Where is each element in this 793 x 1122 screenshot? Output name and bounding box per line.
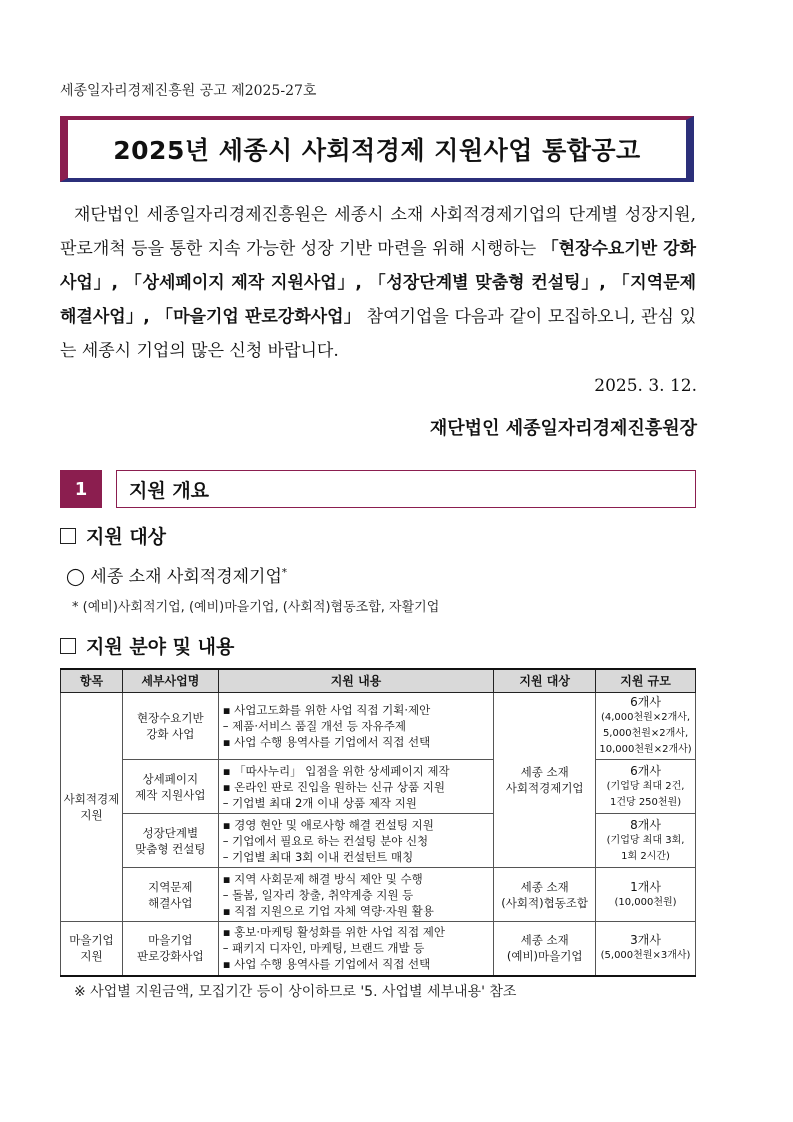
target-note: * (예비)사회적기업, (예비)마을기업, (사회적)협동조합, 자활기업 [72, 600, 440, 615]
scale-cell: 6개사 (기업당 최대 2건, 1건당 250천원) [596, 760, 696, 814]
page-title: 2025년 세종시 사회적경제 지원사업 통합공고 [113, 136, 641, 165]
scale-cell: 6개사 (4,000천원×2개사, 5,000천원×2개사, 10,000천원×2개사) [596, 693, 696, 760]
table-row [61, 693, 696, 760]
intro-text-2: 참여기업을 다음과 같이 모집하오니, 관심 있는 세종시 기업의 많은 신청 바랍니다. [60, 307, 696, 361]
table-row [61, 814, 696, 868]
table-row [61, 760, 696, 814]
footnote: ※ 사업별 지원금액, 모집기간 등이 상이하므로 '5. 사업별 세부내용' 참조 [74, 984, 517, 1000]
fields-heading: 지원 분야 및 내용 [60, 632, 234, 659]
support-table [60, 668, 696, 977]
title-banner [60, 116, 694, 182]
scale-cell: 8개사 (기업당 최대 3회, 1회 2시간) [596, 814, 696, 868]
content-cell: ▪ 지역 사회문제 해결 방식 제안 및 수행 – 돌봄, 일자리 창출, 취약계층 지원 등 ▪ 직접 지원으로 기업 자체 역량·자원 활용 [218, 868, 494, 922]
intro-programs: 「현장수요기반 강화 사업」, 「상세페이지 제작 지원사업」, 「성장단계별 맞춤형 컨설팅」, 「지역문제 해결사업」, 「마을기업 판로강화사업」 [60, 239, 697, 327]
category-cell: 마을기업 지원 [61, 922, 123, 976]
header-category: 항목 [61, 669, 123, 693]
notice-number: 세종일자리경제진흥원 공고 제2025-27호 [60, 83, 317, 99]
content-cell: ▪ 사업고도화를 위한 사업 직접 기획·제안 – 제품·서비스 품질 개선 등 자유주제 ▪ 사업 수행 용역사를 기업에서 직접 선택 [218, 693, 494, 760]
target-line: ◯ 세종 소재 사회적경제기업* [66, 567, 287, 587]
header-content: 지원 내용 [218, 669, 494, 693]
content-cell: ▪ 「따사누리」 입점을 위한 상세페이지 제작 ▪ 온라인 판로 진입을 원하는 신규 상품 지원 – 기업별 최대 2개 이내 상품 제작 지원 [218, 760, 494, 814]
target-asterisk: * [281, 567, 287, 579]
table-row [61, 868, 696, 922]
scale-cell: 3개사 (5,000천원×3개사) [596, 922, 696, 976]
intro-paragraph [60, 198, 696, 368]
header-target: 지원 대상 [494, 669, 596, 693]
target-cell: 세종 소재 (사회적)협동조합 [494, 868, 596, 922]
category-cell: 사회적경제 지원 [61, 693, 123, 922]
notice-date: 2025. 3. 12. [594, 376, 697, 396]
checkbox-square-icon [60, 638, 76, 654]
intro-text-1: 재단법인 세종일자리경제진흥원은 세종시 소재 사회적경제기업의 단계별 성장지원, 판로개척 등을 통한 지속 가능한 성장 기반 마련을 위해 시행하는 [60, 205, 696, 259]
section-header [60, 470, 696, 508]
program-cell: 지역문제 해결사업 [122, 868, 218, 922]
program-cell: 성장단계별 맞춤형 컨설팅 [122, 814, 218, 868]
section-number: 1 [60, 470, 102, 508]
section-title: 지원 개요 [116, 470, 696, 508]
target-cell: 세종 소재 사회적경제기업 [494, 693, 596, 868]
program-cell: 마을기업 판로강화사업 [122, 922, 218, 976]
content-cell: ▪ 홍보·마케팅 활성화를 위한 사업 직접 제안 – 패키지 디자인, 마케팅, 브랜드 개발 등 ▪ 사업 수행 용역사를 기업에서 직접 선택 [218, 922, 494, 976]
table-header-row [61, 669, 696, 693]
target-heading: 지원 대상 [60, 522, 166, 549]
content-cell: ▪ 경영 현안 및 애로사항 해결 컨설팅 지원 – 기업에서 필요로 하는 컨설팅 분야 신청 – 기업별 최대 3회 이내 컨설턴트 매칭 [218, 814, 494, 868]
header-scale: 지원 규모 [596, 669, 696, 693]
issuer-name: 재단법인 세종일자리경제진흥원장 [429, 418, 697, 439]
table-row [61, 922, 696, 976]
target-cell: 세종 소재 (예비)마을기업 [494, 922, 596, 976]
program-cell: 현장수요기반 강화 사업 [122, 693, 218, 760]
checkbox-square-icon [60, 528, 76, 544]
program-cell: 상세페이지 제작 지원사업 [122, 760, 218, 814]
header-program: 세부사업명 [122, 669, 218, 693]
scale-cell: 1개사 (10,000천원) [596, 868, 696, 922]
